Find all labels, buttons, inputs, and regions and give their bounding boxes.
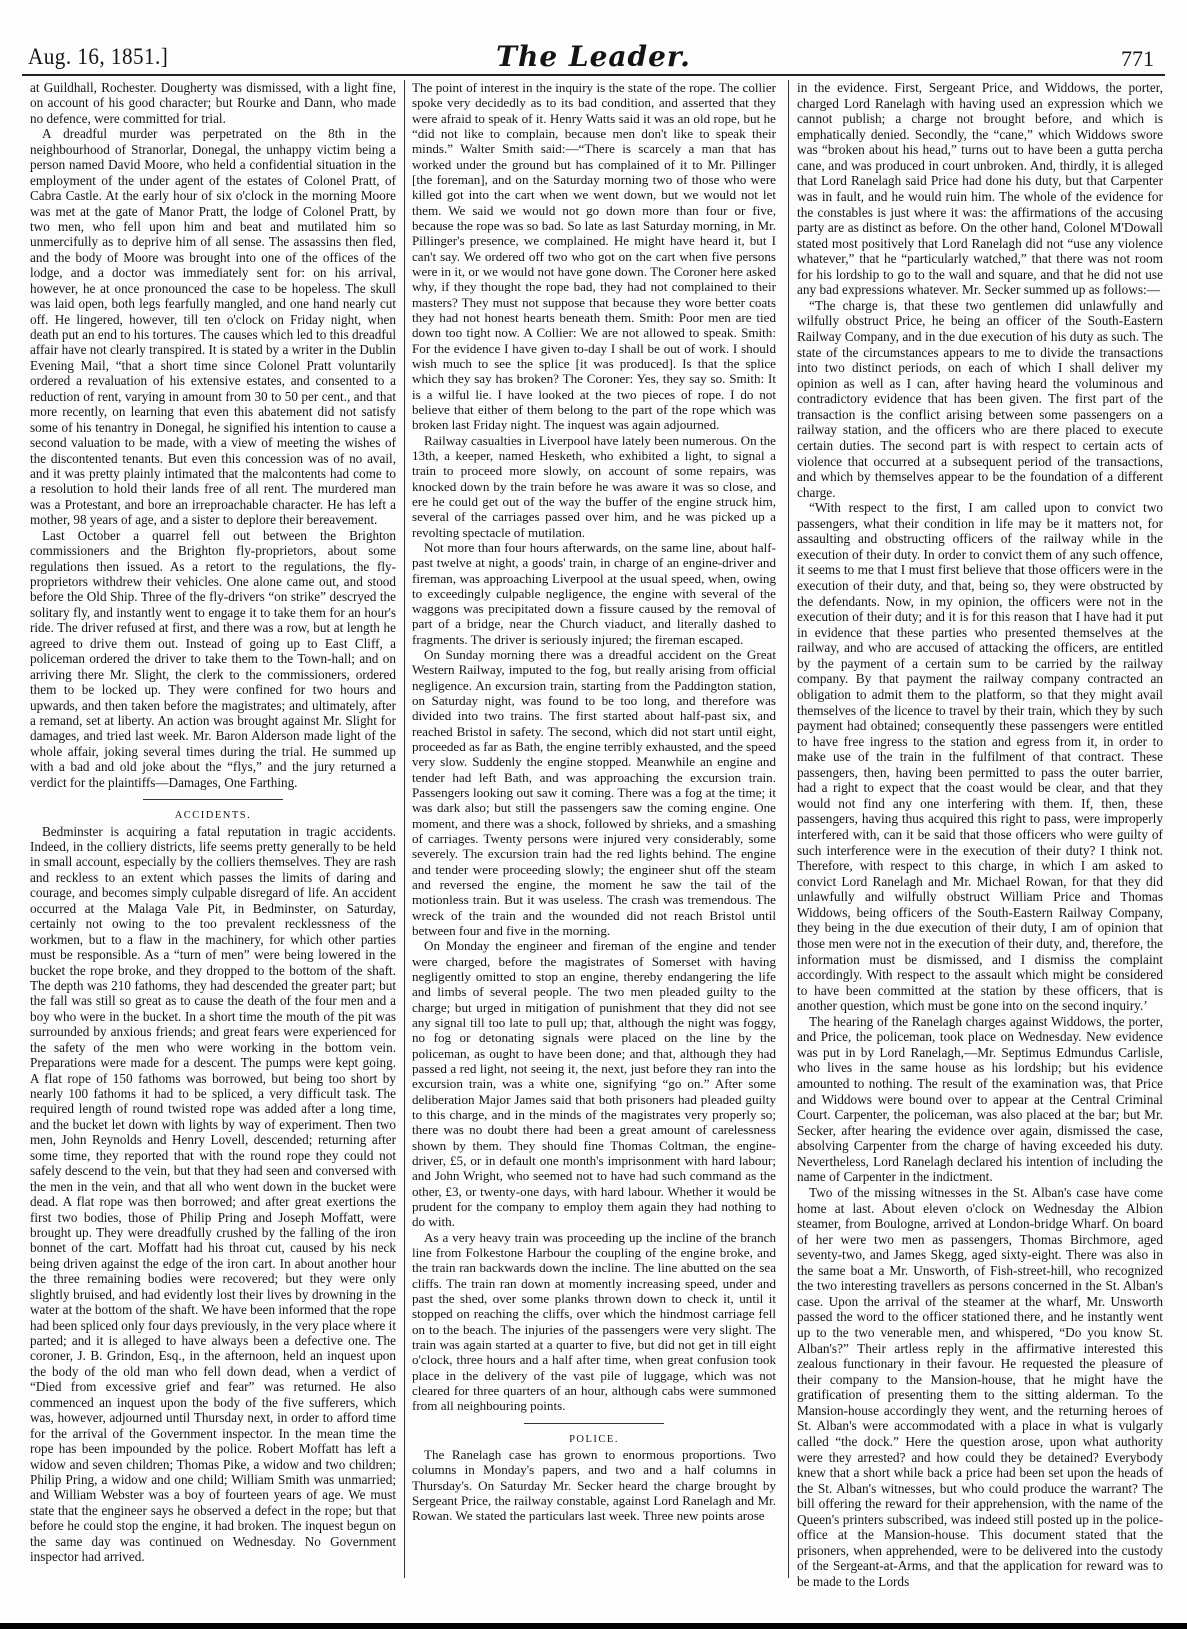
article-paragraph: As a very heavy train was proceeding up the incline of the branch line from Folkestone Harbour the coupling of the engine broke, and the train ran backwards down the incline. The line abutted on the sea cliffs. The train ran down at momently increasing speed, under and past the shed, over some planks thrown down to check it, until it stopped on reaching the cliffs, over which the hindmost carriage fell on to the beach. The injuries of the passengers were very slight. The train was again started at a quarter to five, but did not get in till eight o'clock, three hours and a half after time, when great confusion took place in the delivery of the vast pile of luggage, which was not cleared for three quarters of an hour, although cabs were summoned from all neighbouring points.	[412, 1229, 776, 1414]
column-1	[30, 80, 396, 1565]
section-heading: ACCIDENTS.	[174, 810, 252, 822]
scan-border	[0, 1623, 1187, 1629]
newspaper-title: The Leader.	[496, 40, 691, 73]
column-divider	[404, 80, 405, 1578]
section-divider	[524, 1423, 664, 1424]
article-paragraph: “The charge is, that these two gentlemen did unlawfully and wilfully obstruct Price, he being an officer of the South-Eastern Railway Company, and in the due execution of his duty as such. The state of the circumstances appears to me to divide the transactions into two distinct periods, on each of which I shall deliver my opinion as well as I can, after having heard the voluminous and contradictory evidence that has been given. The first part of the transaction is the conflict arising between some passengers on a railway station, and the officers who are there placed to execute certain duties. The second part is with respect to certain acts of violence that occurred at a subsequent period of the transactions, and which by themselves appear to be the foundation of a different charge.	[797, 297, 1163, 500]
article-paragraph: The Ranelagh case has grown to enormous proportions. Two columns in Monday's papers, and two and a half columns in Thursday's. On Saturday Mr. Secker heard the charge brought by Sergeant Price, the railway constable, against Lord Ranelagh and Mr. Rowan. We stated the particulars last week. Three new points arose	[412, 1446, 776, 1524]
article-paragraph: The hearing of the Ranelagh charges against Widdows, the porter, and Price, the policeman, took place on Wednesday. New evidence was put in by Lord Ranelagh,—Mr. Septimus Edmundus Carlisle, who lives in the same house as his lordship; but his evidence amounted to nothing. The result of the examination was, that Price and Widdows were bound over to appear at the Central Criminal Court. Carpenter, the policeman, was also placed at the bar; but Mr. Secker, after hearing the evidence over again, dismissed the case, absolving Carpenter from the charge of having exceeded his duty. Nevertheless, Lord Ranelagh declared his intention of including the name of Carpenter in the indictment.	[797, 1013, 1163, 1185]
article-paragraph: Not more than four hours afterwards, on the same line, about half-past twelve at night, a goods' train, in charge of an engine-driver and fireman, was approaching Liverpool at the usual speed, when, owing to exceedingly culpable negligence, the engine with several of the waggons was precipitated down a fissure caused by the removal of part of a bridge, near the Church viaduct, and literally dashed to fragments. The driver is seriously injured; the fireman escaped.	[412, 539, 776, 647]
column-2	[412, 80, 776, 1524]
issue-date: Aug. 16, 1851.]	[28, 44, 169, 69]
article-paragraph: Bedminster is acquiring a fatal reputation in tragic accidents. Indeed, in the colliery districts, life seems pretty generally to be held in small account, especially by the colliers themselves. They are rash and reckless to an extent which passes the limits of daring and courage, and becomes simply culpable disregard of life. An accident occurred at the Malaga Vale Pit, in Bedminster, on Saturday, certainly not owing to the too prevalent recklessness of the workmen, but to a flaw in the machinery, for which other parties must be responsible. As a “turn of men” were being lowered in the bucket the rope broke, and they dropped to the bottom of the shaft. The depth was 210 fathoms, they had descended the greater part; but the fall was still so great as to cause the death of the four men and a boy who were in the bucket. In a short time the mouth of the pit was surrounded by anxious friends; and great fears were experienced for the safety of the men who were working in the bottom vein. Preparations were made for a descent. The pumps were kept going. A flat rope of 150 fathoms was borrowed, but being too short by nearly 100 fathoms it had to be spliced, a very difficult task. The required length of round twisted rope was added after a long time, and the bucket let down with lights by way of experiment. Then two men, John Reynolds and Henry Lovell, descended; returning after some time, they reported that with the round rope they could not safely descend to the vein, but that they had seen and conversed with the men in the vein, and that all who went down in the bucket were dead. A flat rope was then borrowed; and after great exertions the first two bodies, those of Philip Pring and Joseph Moffatt, were brought up. They were dreadfully crushed by the falling of the iron bonnet of the cart. Moffatt had his throat cut, caused by his neck being driven against the edge of the iron cart. In about another hour the three remaining bodies were recovered; but they were only slightly bruised, and had evidently lost their lives by drowning in the water at the bottom of the shaft. We have been informed that the rope had been spliced only four days previously, in the very place where it parted; and it is alleged to have always been a defective one. The coroner, J. B. Grindon, Esq., in the afternoon, held an inquest upon the body of the old man who fell down dead, when a verdict of “Died from excessive grief and fear” was returned. He also commenced an inquest upon the body of the five sufferers, which was, however, adjourned until Thursday next, in order to afford time for the arrival of the Government inspector. In the mean time the rope has been impounded by the police. Robert Moffatt has left a widow and seven children; Thomas Pike, a widow and two children; Philip Pring, a widow and one child; William Smith was unmarried; and William Webster was a boy of fourteen years of age. We must state that the engineer says he observed a defect in the rope; but that before he could stop the engine, it had broken. The inquest begun on the same day was continued on Wednesday. No Government inspector had arrived.	[30, 823, 396, 1565]
article-paragraph: On Sunday morning there was a dreadful accident on the Great Western Railway, imputed to the fog, but really arising from official negligence. An excursion train, starting from the Paddington station, on Saturday night, was found to be too long, and therefore was divided into two trains. The first started about half-past six, and reached Bristol in safety. The second, which did not start until eight, proceeded as far as Bath, the engine terribly exhausted, and the speed very slow. Suddenly the engine stopped. Meanwhile an engine and tender had left Bath, and was approaching the excursion train. Passengers looking out saw it coming. There was a fog at the time; it was dark also; but still the passengers saw the coming engine. One moment, and there was a shock, followed by shrieks, and a smashing of carriages. Twenty persons were injured very considerably, some severely. The excursion train had the red lights behind. The engine and tender were proceeding slowly; the engineer shut off the steam and reversed the engine, the moment he saw the tail of the motionless train. But it was useless. The crash was tremendous. The wreck of the train and the wounded did not reach Bristol until between four and five in the morning.	[412, 647, 776, 939]
article-paragraph: The point of interest in the inquiry is the state of the rope. The collier spoke very decidedly as to its bad condition, and asserted that they were afraid to speak of it. Henry Watts said it was an old rope, but he “did not like to complain, because men don't like to speak their minds.” Walter Smith said:—“There is scarcely a man that has worked under the ground but has complained of it to Mr. Pillinger [the foreman], and on the Saturday morning two of those who were killed got into the cart when we went down, but we would not let them. We said we would not go down more than four or five, because the rope was so bad. So late as last Saturday morning, in Mr. Pillinger's presence, we complained. He might have heard it, but I can't say. We ordered off two who got on the cart when five persons were in it, or we would not have gone down. The Coroner here asked why, if they thought the rope bad, they had not complained to their masters? They must not suppose that because they wore better coats they had not honest hearts beneath them. Smith: Poor men are tied down too tight now. A Collier: We are not allowed to speak. Smith: For the evidence I have given to-day I shall be out of work. I should wish much to see the splice [it was produced]. Is that the splice which they say has broken? The Coroner: Yes, they say so. Smith: It is a wilful lie. I have looked at the two pieces of rope. I do not believe that either of them belong to the part of the rope which was broken last Friday night. The inquest was again adjourned.	[412, 80, 776, 433]
section-divider	[143, 799, 283, 800]
article-paragraph: A dreadful murder was perpetrated on the 8th in the neighbourhood of Stranorlar, Donegal, the unhappy victim being a person named David Moore, who held a confidential situation in the employment of the under agent of the estates of Colonel Pratt, of Cabra Castle. At the early hour of six o'clock in the morning Moore was met at the gate of Manor Pratt, the lodge of Colonel Pratt, by two men, who fell upon him and beat and mutilated him so unmercifully as to deprive him of all sense. The assassins then fled, and the body of Moore was brought into one of the offices of the lodge, and a doctor was immediately sent for: on his arrival, however, he at once pronounced the case to be hopeless. The skull was laid open, both legs fearfully mangled, and one hand nearly cut off. He lingered, however, till ten o'clock on Friday night, when death put an end to his tortures. The causes which led to this dreadful affair have not clearly transpired. It is stated by a writer in the Dublin Evening Mail, “that a short time since Colonel Pratt voluntarily ordered a revaluation of his extensive estates, and consented to a reduction of rent, varying in amount from 30 to 50 per cent., and that more recently, on learning that even this abatement did not satisfy some of his tenantry in Donegal, he signified his intention to cause a second valuation to be made, with a view of meeting the wishes of the discontented tenants. But even this concession was of no avail, and it was pretty plainly intimated that the malcontents had come to a resolution to hold their lands free of all rent. The murdered man was a Protestant, and bore an irreproachable character. He has left a mother, 98 years of age, and a sister to deplore their bereavement.	[30, 126, 396, 528]
article-paragraph: “With respect to the first, I am called upon to convict two passengers, what their condition in life may be it matters not, for assaulting and obstructing officers of the railway while in the execution of their duty. In order to convict them of any such offence, it seems to me that I must first believe that those officers were in the execution of their duty, and that, being so, they were obstructed by the defendants. Now, in my opinion, the officers were not in the execution of their duty; and it is for this reason that I have had it put in evidence that these parties who presented themselves at the railway, and who are accused of attacking the officers, are entitled by the payment of a certain sum to be carried by the railway company. By that payment the railway company contracted an obligation to admit them to the platform, so that they might avail themselves of the licence to travel by their train, which they by such payment had obtained; consequently these passengers were entitled to have free ingress to the station and egress from it, in order to make use of the train in the fulfilment of that contract. These passengers, then, having been permitted to pass the outer barrier, had a right to expect that the coast would be clear, and that they would not find any one interfering with them. If, then, these passengers, having thus acquired this right to pass, were improperly interfered with, can it be said that those officers who were guilty of such interference were in the execution of their duty? I think not. Therefore, with respect to this charge, in which I am asked to convict Lord Ranelagh and Mr. Michael Rowan, for that they did unlawfully and wilfully obstruct William Price and Thomas Widdows, being officers of the South-Eastern Railway Company, they being in the due execution of their duty, I am of opinion that those men were not in the execution of their duty, and, therefore, the information must be dismissed, and I dismiss the complaint accordingly. With respect to the assault which might be considered to have been committed at the station by these officers, that is another question, which must be gone into on the second inquiry.’	[797, 500, 1163, 1014]
article-paragraph: in the evidence. First, Sergeant Price, and Widdows, the porter, charged Lord Ranelagh with having used an expression which we cannot publish; a charge not brought before, and which is emphatically denied. Secondly, the “cane,” which Widdows swore was “broken about his head,” turns out to have been a gutta percha cane, and was produced in court unbroken. And, thirdly, it is alleged that Lord Ranelagh said Price had done his duty, but that Carpenter was in fault, and he would ruin him. The whole of the evidence for the constables is just where it was: the affirmations of the accusing party are as distinct as before. On the other hand, Colonel M'Dowall stated most positively that Lord Ranelagh did not “use any violence whatever,” that he “particularly watched,” that there was not room for his lordship to go to the wall and square, and that he did not use any bad expressions whatever. Mr. Secker summed up as follows:—	[797, 80, 1163, 298]
column-3	[797, 80, 1163, 1590]
masthead	[0, 0, 1187, 80]
article-paragraph: On Monday the engineer and fireman of the engine and tender were charged, before the magistrates of Somerset with having negligently omitted to stop an engine, thereby endangering the life and limbs of several people. The two men pleaded guilty to the charge; but urged in mitigation of punishment that they did not see any signal till too late to pull up; that, although the night was foggy, no fog or detonating signals were placed on the line by the policeman, as ought to have been done; and that, although they had passed a red light, not seeing it, the next, just before they ran into the excursion train, was a white one, signifying “go on.” After some deliberation Major James said that both prisoners had pleaded guilty to this charge, and in the minds of the magistrates very properly so; there was no doubt there had been a great amount of carelessness shown by them. They should fine Thomas Coltman, the engine-driver, £5, or in default one month's imprisonment with hard labour; and John Wright, who seemed not to have had such command as the other, £3, or twenty-one days, with hard labour. Whether it would be prudent for the company to employ them again they had nothing to do with.	[412, 938, 776, 1230]
page-number: 771	[1121, 46, 1154, 71]
column-divider	[788, 80, 789, 1578]
article-paragraph: Two of the missing witnesses in the St. Alban's case have come home at last. About eleven o'clock on Wednesday the Albion steamer, from Boulogne, arrived at London-bridge Wharf. On board of her were two men as passengers, Thomas Birchmore, aged seventy-two, and James Skegg, aged sixty-eight. There was also in the same boat a Mr. Unsworth, of Fish-street-hill, who recognized the two interesting travellers as persons concerned in the St. Alban's case. Upon the arrival of the steamer at the wharf, Mr. Unsworth passed the word to the officer stationed there, and he instantly went up to the two venerable men, and whispered, “Do you know St. Alban's?” Their artless reply in the affirmative interested this zealous functionary in their favour. He requested the pleasure of their company to the Mansion-house, that he might have the gratification of presenting them to the sitting alderman. To the Mansion-house accordingly they went, and the returning heroes of St. Alban's were accommodated with a place in what is vulgarly called “the dock.” Here the question arose, upon what authority were they arrested? and how could they be detained? Everybody knew that a short while back a price had been set upon the heads of the St. Alban's witnesses, but who could produce the warrant? The bill offering the reward for their apprehension, with the name of the Queen's printers subscribed, was indeed still posted up in the police-office at the Mansion-house. This document stated that the prisoners, when apprehended, were to be delivered into the custody of the Sergeant-at-Arms, and that the application for reward was to be made to the Lords	[797, 1184, 1163, 1589]
article-paragraph: at Guildhall, Rochester. Dougherty was dismissed, with a light fine, on account of his good character; but Rourke and Dann, who made no defence, were committed for trial.	[30, 80, 396, 126]
masthead-rule	[22, 74, 1165, 76]
section-heading: POLICE.	[569, 1433, 619, 1445]
article-paragraph: Railway casualties in Liverpool have lately been numerous. On the 13th, a keeper, named Hesketh, who exhibited a light, to signal a train to proceed more slowly, on account of some repairs, was knocked down by the train before he was aware it was so close, and ere he could get out of the way the buffer of the engine struck him, several of the carriages passed over him, and he was picked up a revolting spectacle of mutilation.	[412, 432, 776, 540]
article-paragraph: Last October a quarrel fell out between the Brighton commissioners and the Brighton fly-proprietors, about some regulations then issued. As a retort to the regulations, the fly-proprietors withdrew their vehicles. One alone came out, and stood before the Old Ship. Three of the fly-drivers “on strike” descryed the solitary fly, and instantly went to engage it to take them for an hour's ride. The driver refused at first, and there was a row, but at length he agreed to drive them out. Instead of going up to East Cliff, a policeman ordered the driver to take them to the Town-hall; and on arriving there Mr. Slight, the clerk to the commissioners, ordered them to be locked up. They were confined for two hours and upwards, and then taken before the magistrates; and ultimately, after a remand, set at liberty. An action was brought against Mr. Slight for damages, and tried last week. Mr. Baron Alderson made light of the whole affair, joking several times during the trial. He summed up with a bad and old joke about the “flys,” and the jury returned a verdict for the plaintiffs—Damages, One Farthing.	[30, 527, 396, 790]
